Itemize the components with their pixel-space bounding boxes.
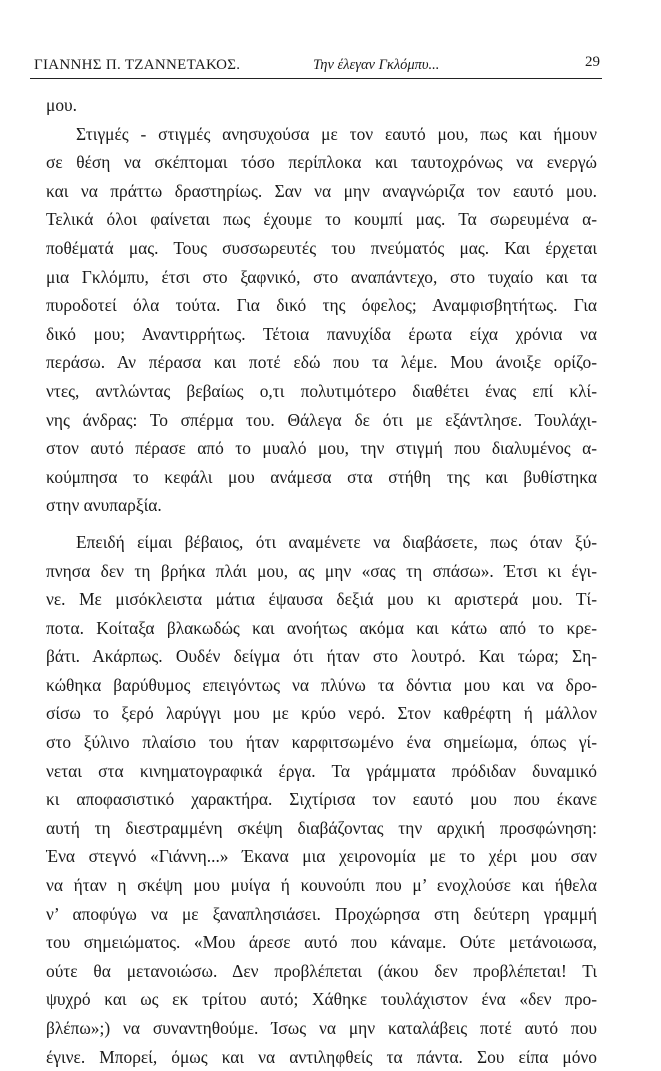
text-line: Τελικά όλοι φαίνεται πως έχουμε το κουμπί μας. Τα σωρευμένα α-	[46, 209, 597, 230]
text-line: νεται στα κινηματογραφικά έργα. Τα γράμματα πρόδιδαν δυναμικό	[46, 760, 597, 781]
text-line: μια Γκλόμπυ, έτσι στο ξαφνικό, στο αναπάντεχο, στο τυχαίο και τα	[46, 266, 597, 287]
text-line: σε θέση να σκέπτομαι τόσο περίπλοκα και ταυτοχρόνως να ενεργώ	[46, 152, 597, 173]
text-line: βάτι. Ακάρπως. Ουδέν δείγμα ότι ήταν στο λουτρό. Και τώρα; Ση-	[46, 646, 597, 667]
text-line: Επειδή είμαι βέβαιος, ότι αναμένετε να διαβάσετε, πως όταν ξύ-	[76, 531, 597, 552]
paragraph	[46, 91, 597, 120]
paragraph	[46, 528, 597, 1071]
text-line: Στιγμές - στιγμές ανησυχούσα με τον εαυτό μου, πως και ήμουν	[76, 123, 597, 144]
header-author: ΓΙΑΝΝΗΣ Π. ΤΖΑΝΝΕΤΑΚΟΣ.	[34, 57, 241, 73]
text-line: και να πράττω δραστηρίως. Σαν να μην αναγνώριζα τον εαυτό μου.	[46, 180, 597, 201]
text-line: ν’ αποφύγω να με ξαναπλησιάσει. Προχώρησα στη δεύτερη γραμμή	[46, 903, 597, 924]
text-line: σίσω το ξερό λαρύγγι μου με κρύο νερό. Στον καθρέφτη ή μάλλον	[46, 703, 597, 724]
text-line: κι αποφασιστικό χαρακτήρα. Σιχτίρισα τον εαυτό μου που έκανε	[46, 789, 597, 810]
running-header	[30, 50, 602, 79]
text-line: ψυχρό και ως εκ τρίτου αυτό; Χάθηκε τουλάχιστον ένα «δεν προ-	[46, 989, 597, 1010]
text-line: ποθέματά μας. Τους συσσωρευτές του πνεύματός μας. Και έρχεται	[46, 237, 597, 258]
text-line: ποτα. Κοίταξα βλακωδώς και ανοήτως ακόμα και κάτω από το κρε-	[46, 617, 597, 638]
text-line: κώθηκα βαρύθυμος επειγόντως να πλύνω τα δόντια μου και να δρο-	[46, 674, 597, 695]
text-line: κούμπησα το κεφάλι μου ανάμεσα στα στήθη της και βυθίστηκα	[46, 466, 597, 487]
text-line: πνησα δεν τη βρήκα πλάι μου, ας μην «σας τη σπάσω». Έτσι κι έγι-	[46, 560, 597, 581]
page-number: 29	[585, 54, 600, 70]
text-line: δικό μου; Αναντιρρήτως. Τέτοια πανυχίδα έρωτα είχα χρόνια να	[46, 323, 597, 344]
text-line: στο ξύλινο πλαίσιο του ήταν καρφιτσωμένο ένα σημείωμα, όπως γί-	[46, 732, 597, 753]
text-line: του σημειώματος. «Μου άρεσε αυτό που κάναμε. Ούτε μετάνοιωσα,	[46, 932, 597, 953]
text-line: αυτή τη διεστραμμένη σκέψη διαβάζοντας την αρχική προσφώνηση:	[46, 817, 597, 838]
text-line: στον αυτό πέρασε από το μυαλό μου, την στιγμή που διαλυμένος α-	[46, 438, 597, 459]
body-text	[46, 91, 597, 1071]
text-line: να ήταν η σκέψη μου μυίγα ή κουνούπι που μ’ ενοχλούσε και ήθελα	[46, 875, 597, 896]
text-line: νε. Με μισόκλειστα μάτια έψαυσα δεξιά μου κι αριστερά μου. Τί-	[46, 589, 597, 610]
header-book-title: Την έλεγαν Γκλόμπυ...	[313, 57, 440, 73]
paragraph	[46, 120, 597, 520]
text-line: βλέπω»;) να συναντηθούμε. Ίσως να μην καταλάβεις ποτέ αυτό που	[46, 1018, 597, 1038]
text-line: στην ανυπαρξία.	[46, 495, 162, 516]
text-line: νης άνδρας: Το σπέρμα του. Θάλεγα δε ότι με εξάντλησε. Τουλάχι-	[46, 409, 597, 430]
text-line: ντες, αντλώντας βεβαίως ο,τι πολυτιμότερο διαθέτει ένας επί κλί-	[46, 380, 597, 401]
text-line: έγινε. Μπορεί, όμως και να αντιληφθείς τα πάντα. Σου είπα μόνο	[46, 1046, 597, 1067]
text-line: περάσω. Αν πέρασα και ποτέ εδώ που τα λέμε. Μου άνοιξε ορίζο-	[46, 352, 597, 373]
text-line: πυροδοτεί όλα τούτα. Για δικό της όφελος; Αναμφισβητήτως. Για	[46, 295, 597, 316]
text-line: ούτε θα μετανοιώσω. Δεν προβλέπεται (άκου δεν προβλέπεται! Τι	[46, 960, 597, 981]
text-line: μου.	[46, 95, 77, 115]
text-line: Ένα στεγνό «Γιάννη...» Έκανα μια χειρονομία με το χέρι μου σαν	[46, 846, 597, 867]
